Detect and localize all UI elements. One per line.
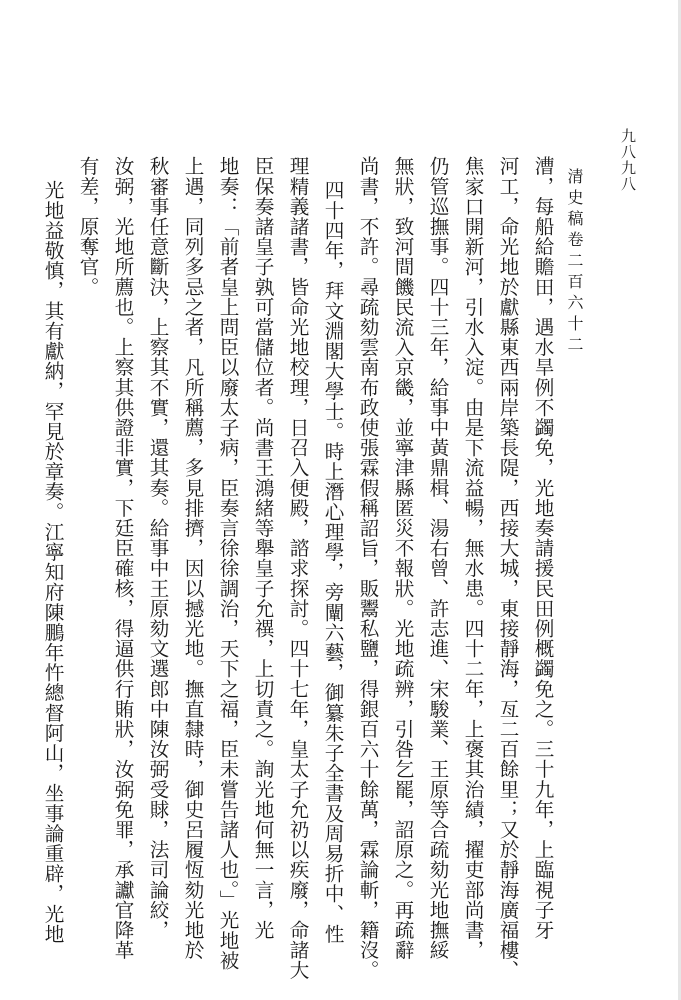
text-column: 光地益敬慎，其有獻納，罕見於章奏。江寧知府陳鵬年忤總督阿山，坐事論重辟，光地 <box>41 180 64 944</box>
text-column: 四十四年，拜文淵閣大學士。時上潛心理學，旁闡六藝，御纂朱子全書及周易折中、性 <box>321 180 344 944</box>
page-number: 九八九八 <box>619 128 637 192</box>
text-column: 尚書，不許。尋疏劾雲南布政使張霖假稱詔旨，販鬻私鹽，得銀百六十餘萬，霖論斬，籍沒。 <box>356 156 379 981</box>
text-column: 地奏：「前者皇上問臣以廢太子病，臣奏言徐徐調治，天下之福，臣未嘗告諸人也。」光地被 <box>216 156 239 971</box>
text-column: 理精義諸書，皆命光地校理，日召入便殿，諮求探討。四十七年，皇太子允礽以疾廢，命諸大 <box>286 156 309 981</box>
text-column: 汝弼，光地所薦也。上察其供證非實，下廷臣確核，得逼供行賄狀，汝弼免罪，承讞官降革 <box>111 156 134 960</box>
text-column: 秋審事任意斷決，上察其不實，還其奏。給事中王原劾文選郎中陳汝弼受賕，法司論絞， <box>146 156 169 940</box>
text-column: 漕，每船給贍田，遇水旱例不蠲免，光地奏請援民田例概蠲免之。三十九年，上臨視子牙 <box>531 156 554 940</box>
text-column: 焦家口開新河，引水入淀。由是下流益暢，無水患。四十二年，上褒其治績，擢吏部尚書， <box>461 156 484 960</box>
text-column: 無狀，致河間饑民流入京畿，並寧津縣匿災不報狀。光地疏辨，引咎乞罷，詔原之。再疏辭 <box>391 156 414 960</box>
text-column: 上遇，同列多忌之者，凡所稱薦，多見排擠，因以撼光地。撫直隸時，御史呂履恆劾光地於 <box>181 156 204 960</box>
text-column: 河工，命光地於獻縣東西兩岸築長隄，西接大城，東接靜海，亙二百餘里；又於靜海廣福樓、 <box>496 156 519 981</box>
text-column: 仍管巡撫事。四十三年，給事中黃鼎楫、湯右曾、許志進、宋駿業、王原等合疏劾光地撫綏 <box>426 156 449 960</box>
text-column: 有差，原奪官。 <box>76 156 99 297</box>
text-column: 臣保奏諸皇子孰可當儲位者。尚書王鴻緒等舉皇子允禩，上切責之。詢光地何無一言，光 <box>251 156 274 940</box>
running-header: 清史稿卷二百六十二 <box>565 168 584 357</box>
